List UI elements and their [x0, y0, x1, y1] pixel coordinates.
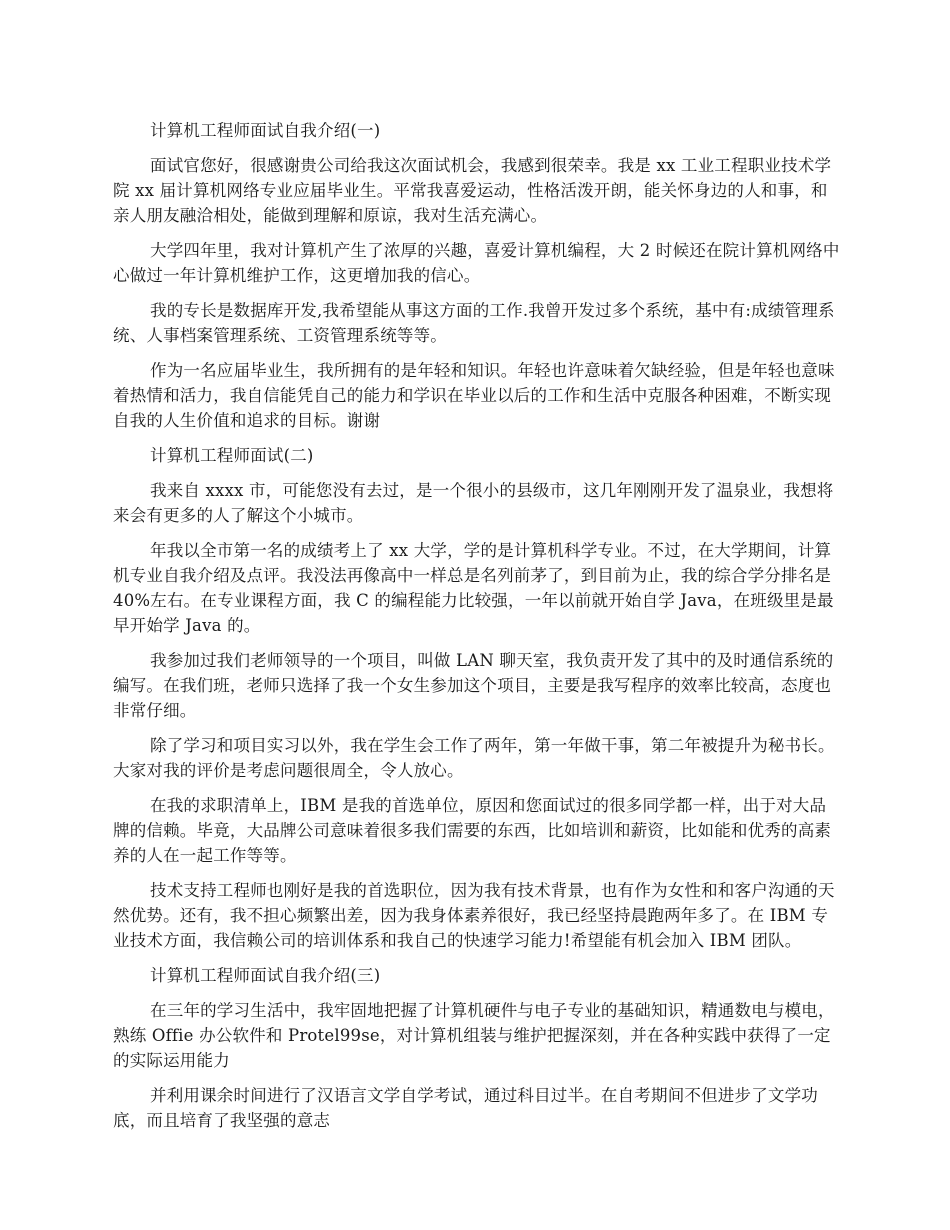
paragraph: 年我以全市第一名的成绩考上了 xx 大学，学的是计算机科学专业。不过，在大学期间，计算机专业自我介绍及点评。我没法再像高中一样总是名列前茅了，到目前为止，我的综合学分排名是 40%左右。在专业课程方面，我 C 的编程能力比较强，一年以前就开始自学 Java，在班级里是最早开始学 Java 的。	[113, 541, 834, 635]
section-heading-2: 计算机工程师面试(二)	[150, 446, 314, 465]
paragraph: 面试官您好，很感谢贵公司给我这次面试机会，我感到很荣幸。我是 xx 工业工程职业技术学院 xx 届计算机网络专业应届毕业生。平常我喜爱运动，性格活泼开朗，能关怀身边的人和事，和亲人朋友融洽相处，能做到理解和原谅，我对生活充满心。	[113, 156, 832, 225]
paragraph: 并利用课余时间进行了汉语言文学自学考试，通过科目过半。在自考期间不但进步了文学功底，而且培育了我坚强的意志	[113, 1086, 818, 1130]
document-body	[113, 118, 840, 1143]
paragraph: 技术支持工程师也刚好是我的首选职位，因为我有技术背景，也有作为女性和和客户沟通的天然优势。还有，我不担心频繁出差，因为我身体素养很好，我已经坚持晨跑两年多了。在 IBM 专业技术方面，我信赖公司的培训体系和我自己的快速学习能力!希望能有机会加入 IBM 团队。	[113, 881, 835, 950]
section-heading-1: 计算机工程师面试自我介绍(一)	[150, 121, 381, 140]
paragraph: 在三年的学习生活中，我牢固地把握了计算机硬件与电子专业的基础知识，精通数电与模电，熟练 Offie 办公软件和 Protel99se，对计算机组装与维护把握深刻，并在各种实践中获得了一定的实际运用能力	[113, 1001, 835, 1070]
section-heading-3: 计算机工程师面试自我介绍(三)	[150, 966, 381, 985]
paragraph: 作为一名应届毕业生，我所拥有的是年轻和知识。年轻也许意味着欠缺经验，但是年轻也意味着热情和活力，我自信能凭自己的能力和学识在毕业以后的工作和生活中克服各种困难，不断实现自我的人生价值和追求的目标。谢谢	[113, 361, 835, 430]
paragraph: 除了学习和项目实习以外，我在学生会工作了两年，第一年做干事，第二年被提升为秘书长。大家对我的评价是考虑问题很周全，令人放心。	[113, 736, 835, 780]
paragraph: 我的专长是数据库开发,我希望能从事这方面的工作.我曾开发过多个系统，基中有:成绩管理系统、人事档案管理系统、工资管理系统等等。	[113, 301, 835, 345]
paragraph: 在我的求职清单上，IBM 是我的首选单位，原因和您面试过的很多同学都一样，出于对大品牌的信赖。毕竟，大品牌公司意味着很多我们需要的东西，比如培训和薪资，比如能和优秀的高素养的人在一起工作等等。	[113, 796, 832, 865]
paragraph: 我来自 xxxx 市，可能您没有去过，是一个很小的县级市，这几年刚刚开发了温泉业，我想将来会有更多的人了解这个小城市。	[113, 481, 834, 525]
paragraph: 我参加过我们老师领导的一个项目，叫做 LAN 聊天室，我负责开发了其中的及时通信系统的编写。在我们班，老师只选择了我一个女生参加这个项目，主要是我写程序的效率比较高，态度也非常仔细。	[113, 651, 834, 720]
paragraph: 大学四年里，我对计算机产生了浓厚的兴趣，喜爱计算机编程，大 2 时候还在院计算机网络中心做过一年计算机维护工作，这更增加我的信心。	[113, 241, 840, 285]
